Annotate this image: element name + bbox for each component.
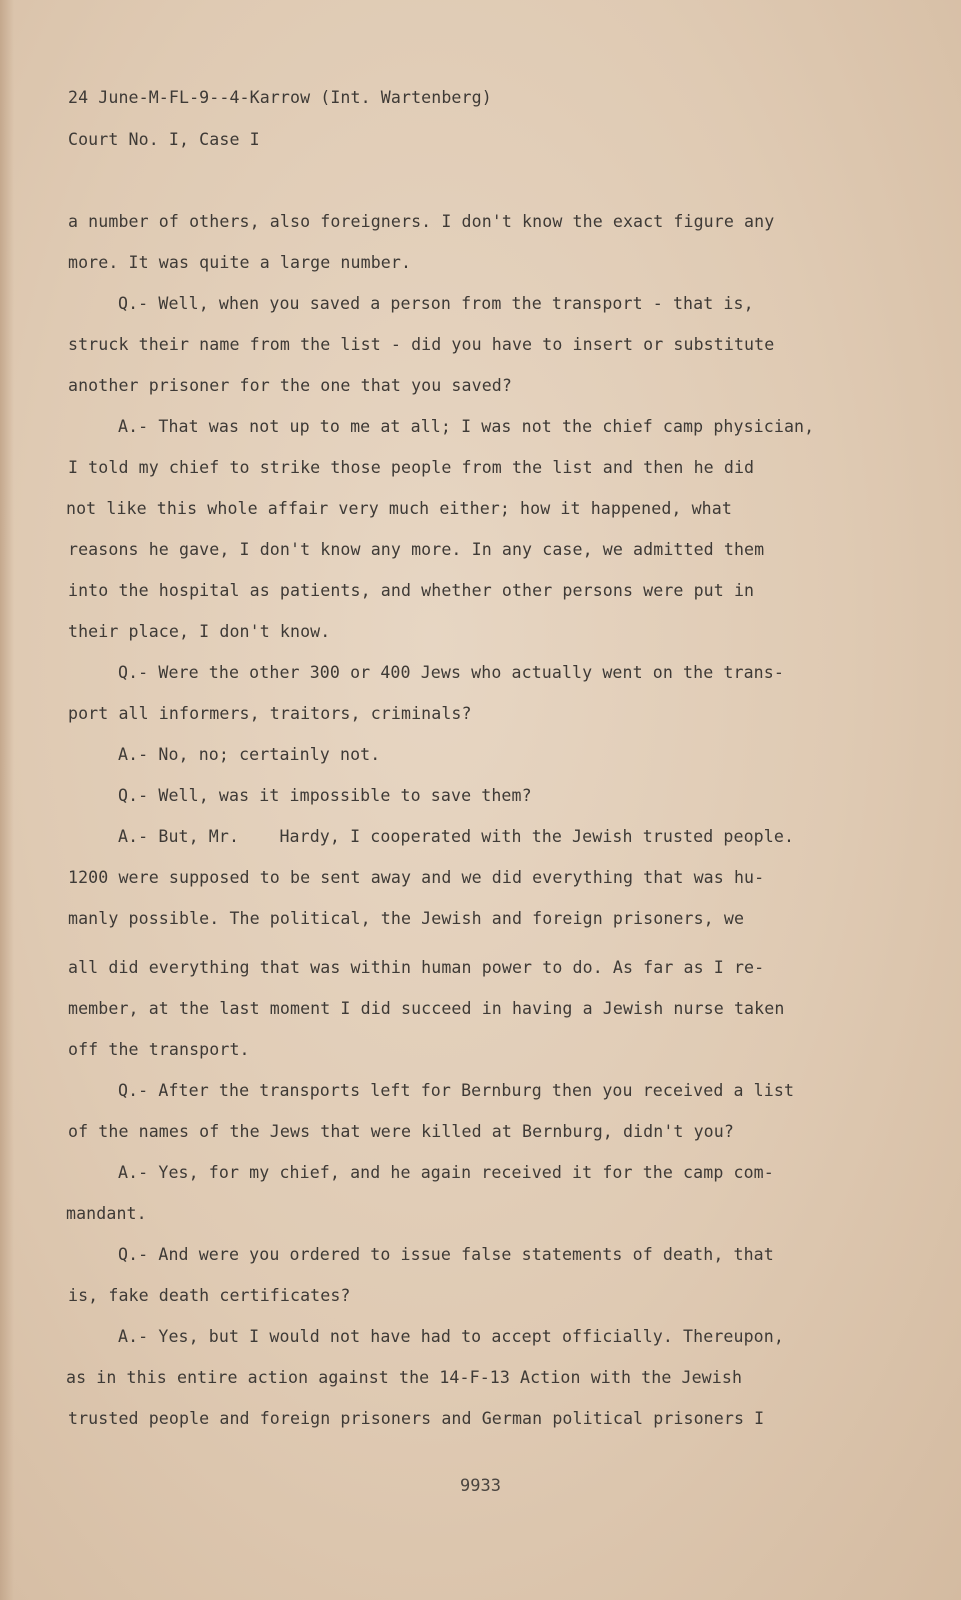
text-line: 1200 were supposed to be sent away and we did everything that was hu- — [68, 868, 765, 887]
text-line: not like this whole affair very much either; how it happened, what — [66, 499, 732, 518]
text-line: manly possible. The political, the Jewish and foreign prisoners, we — [68, 909, 745, 928]
question-line: Q.- And were you ordered to issue false statements of death, that — [118, 1245, 774, 1264]
answer-line: A.- No, no; certainly not. — [118, 745, 381, 764]
text-line: their place, I don't know. — [68, 622, 331, 641]
text-line: is, fake death certificates? — [68, 1286, 351, 1305]
text-line: port all informers, traitors, criminals? — [68, 704, 472, 723]
text-line: I told my chief to strike those people from the list and then he did — [68, 458, 755, 477]
page-number: 9933 — [460, 1476, 501, 1496]
text-line: member, at the last moment I did succeed in having a Jewish nurse taken — [68, 999, 785, 1018]
header-court-line: Court No. I, Case I — [68, 130, 260, 149]
question-line: Q.- Were the other 300 or 400 Jews who actually went on the trans- — [118, 663, 784, 682]
text-line: as in this entire action against the 14-F-13 Action with the Jewish — [66, 1368, 743, 1387]
text-line: off the transport. — [68, 1040, 250, 1059]
header-reference-line: 24 June-M-FL-9--4-Karrow (Int. Wartenberg) — [68, 88, 492, 107]
answer-line: A.- Yes, for my chief, and he again received it for the camp com- — [118, 1163, 774, 1182]
text-line: all did everything that was within human power to do. As far as I re- — [68, 958, 765, 977]
text-line: trusted people and foreign prisoners and German political prisoners I — [68, 1409, 765, 1428]
text-line: another prisoner for the one that you saved? — [68, 376, 512, 395]
question-line: Q.- After the transports left for Bernburg then you received a list — [118, 1081, 795, 1100]
text-line: a number of others, also foreigners. I don't know the exact figure any — [68, 212, 775, 231]
answer-line: A.- Yes, but I would not have had to accept officially. Thereupon, — [118, 1327, 784, 1346]
answer-line: A.- That was not up to me at all; I was not the chief camp physician, — [118, 417, 815, 436]
text-line: mandant. — [66, 1204, 147, 1223]
question-line: Q.- Well, was it impossible to save them? — [118, 786, 532, 805]
answer-line: A.- But, Mr. Hardy, I cooperated with the Jewish trusted people. — [118, 827, 795, 846]
text-line: struck their name from the list - did you have to insert or substitute — [68, 335, 775, 354]
text-line: reasons he gave, I don't know any more. In any case, we admitted them — [68, 540, 765, 559]
text-line: more. It was quite a large number. — [68, 253, 412, 272]
text-line: of the names of the Jews that were killed at Bernburg, didn't you? — [68, 1122, 734, 1141]
text-line: into the hospital as patients, and whether other persons were put in — [68, 581, 755, 600]
question-line: Q.- Well, when you saved a person from the transport - that is, — [118, 294, 754, 313]
